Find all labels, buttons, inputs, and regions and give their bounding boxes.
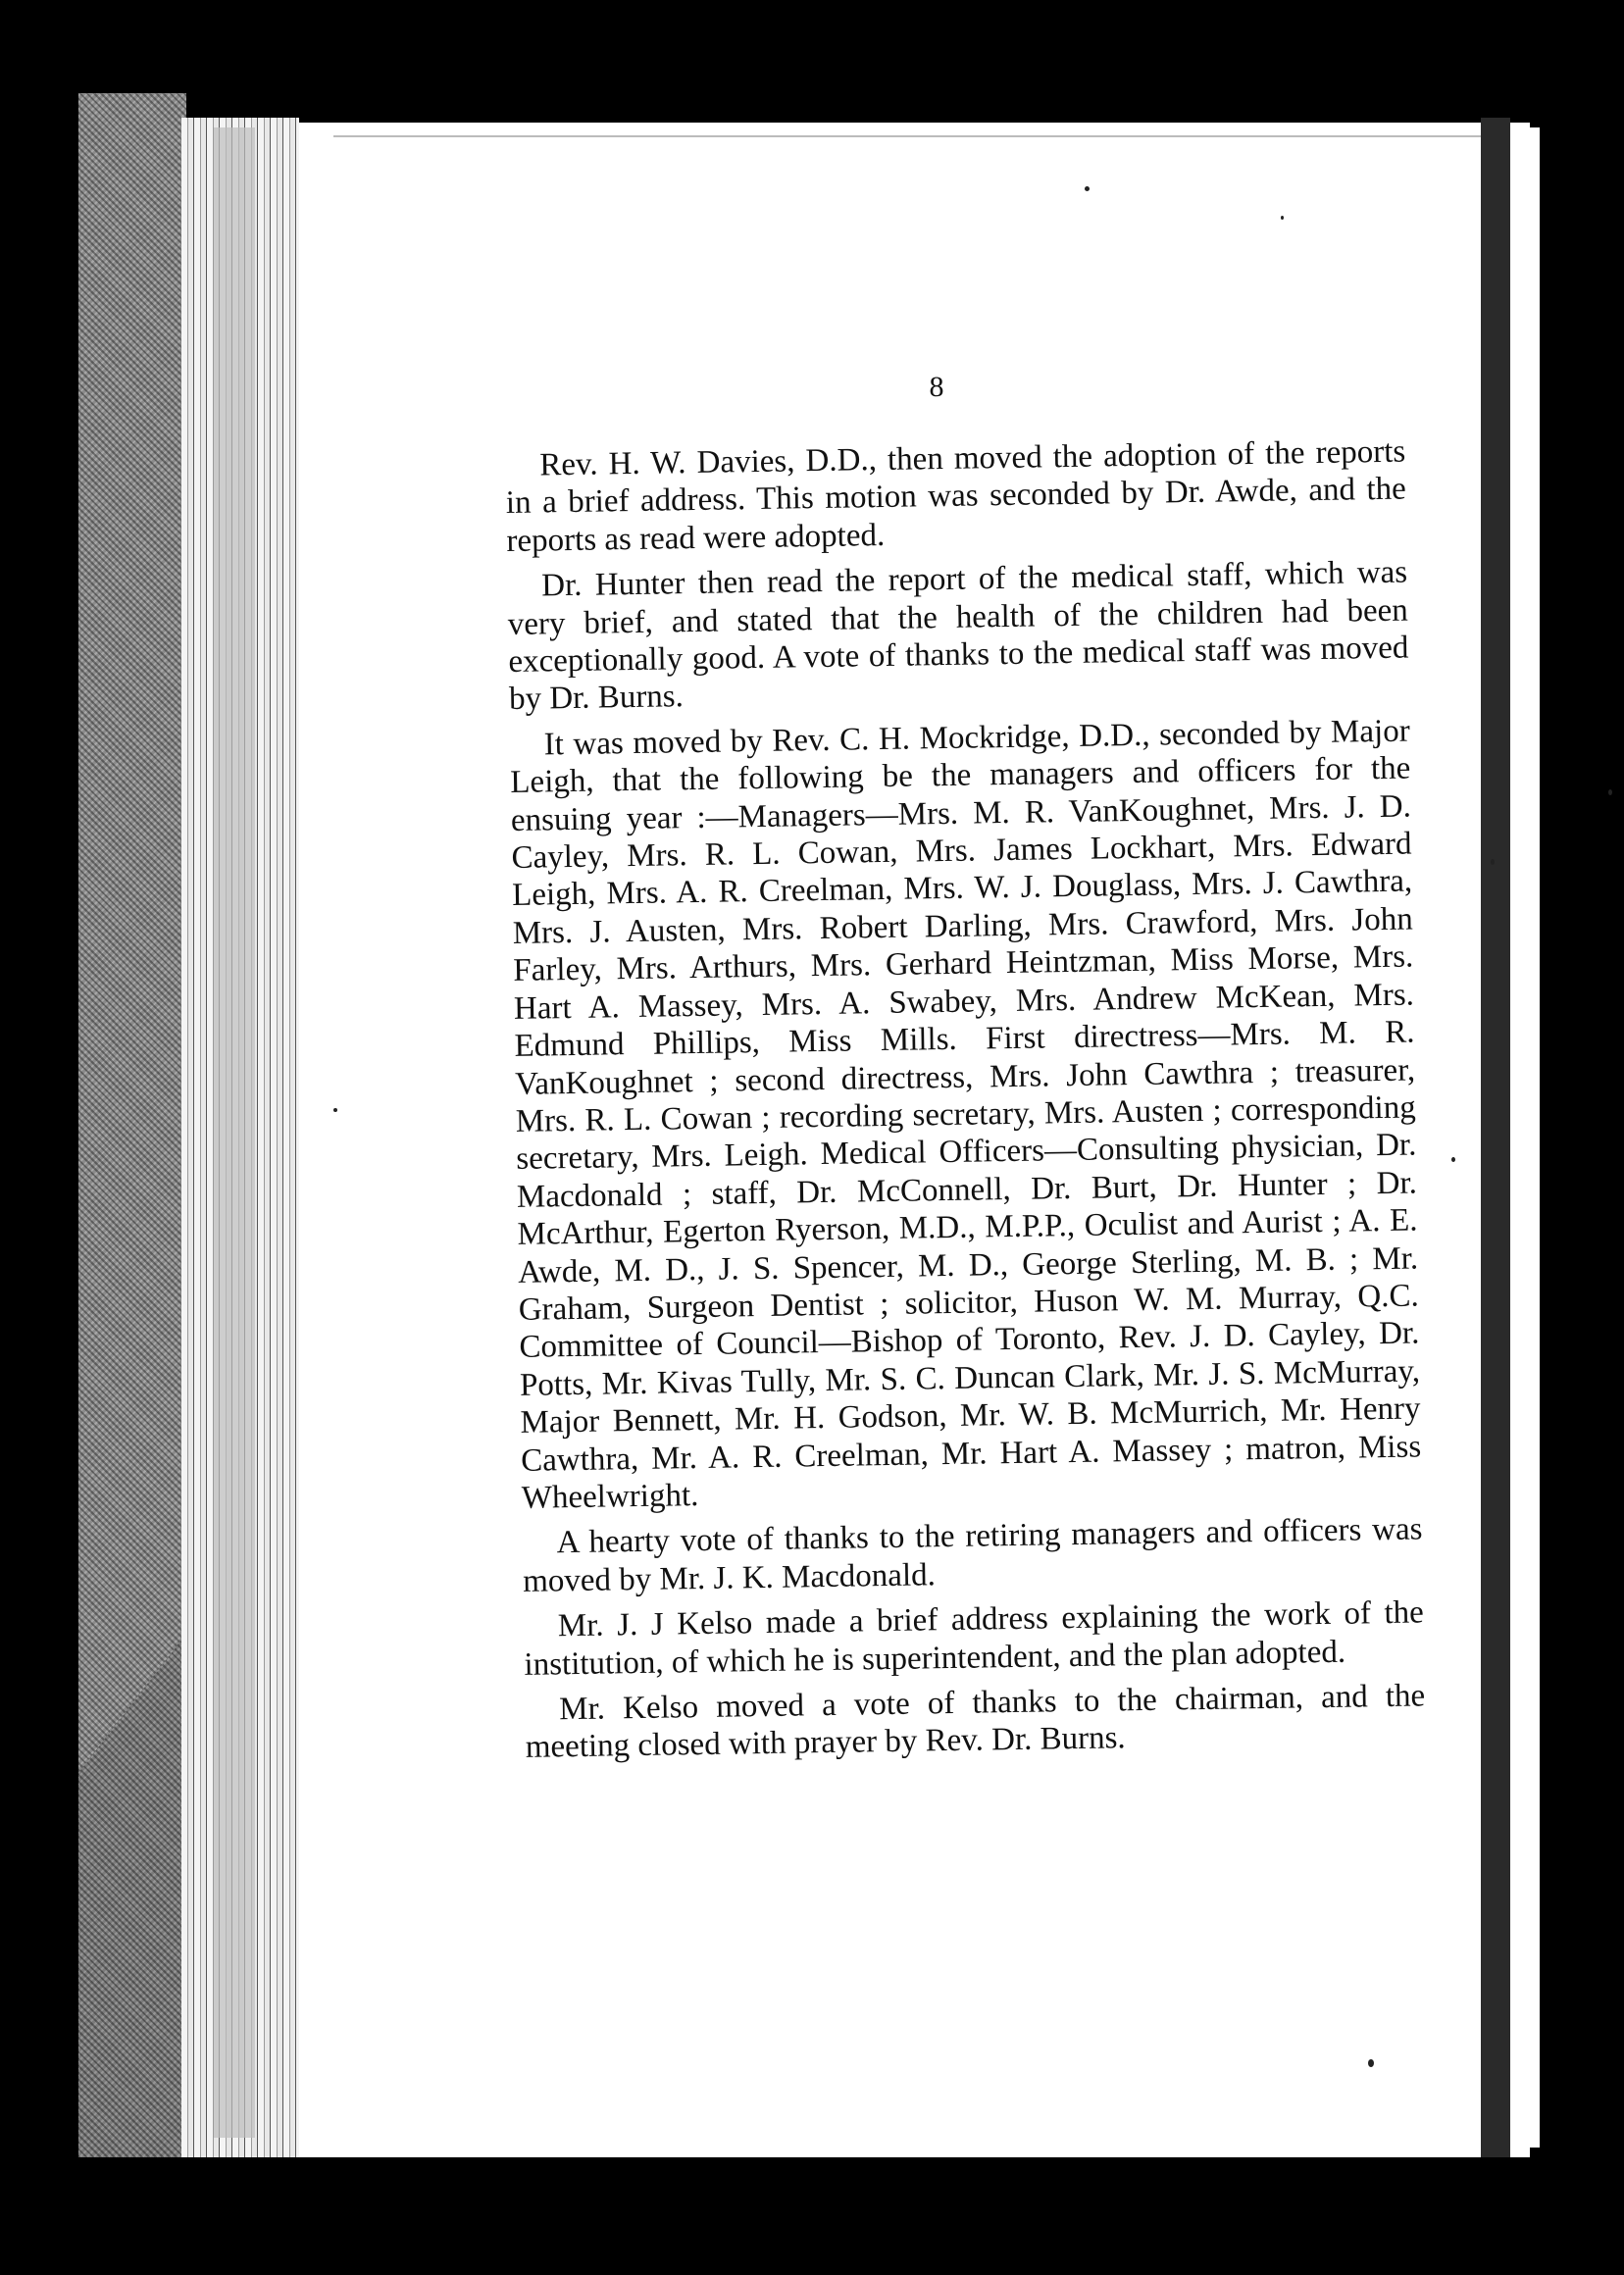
scan-speck (1608, 789, 1612, 795)
scan-speck (1281, 216, 1284, 220)
paragraph: Mr. J. J Kelso made a brief address explaining the work of the institution, of which he is superintendent, and the plan adopted. (524, 1594, 1425, 1683)
facing-page-edge (1510, 127, 1540, 2148)
scan-speck (1491, 859, 1495, 865)
page-body (505, 433, 1426, 1775)
paragraph: Dr. Hunter then read the report of the medical staff, which was very brief, and stated that the health of the children had been exceptionally good. A vote of thanks to the medical staff was moved by Dr. Burns. (507, 554, 1409, 718)
paragraph: It was moved by Rev. C. H. Mockridge, D.D., seconded by Major Leigh, that the following be the managers and officers for the ensuing year :—Managers—Mrs. M. R. VanKoughnet, Mrs. J. D. Cayley, Mrs. R. L. Cowan, Mrs. James Lockhart, Mrs. Edward Leigh, Mrs. A. R. Creelman, Mrs. W. J. Douglass, Mrs. J. Cawthra, Mrs. J. Austen, Mrs. Robert Darling, Mrs. Crawford, Mrs. John Farley, Mrs. Arthurs, Mrs. Gerhard Heintzman, Miss Morse, Mrs. Hart A. Massey, Mrs. A. Swabey, Mrs. Andrew McKean, Mrs. Edmund Phillips, Miss Mills. First directress—Mrs. M. R. VanKoughnet ; second directress, Mrs. John Cawthra ; treasurer, Mrs. R. L. Cowan ; recording secretary, Mrs. Austen ; corresponding secretary, Mrs. Leigh. Medical Officers—Consulting physician, Dr. Macdonald ; staff, Dr. McConnell, Dr. Burt, Dr. Hunter ; Dr. McArthur, Egerton Ryerson, M.D., M.P.P., Oculist and Aurist ; A. E. Awde, M. D., J. S. Spencer, M. D., George Sterling, M. B. ; Mr. Graham, Surgeon Dentist ; solicitor, Huson W. M. Murray, Q.C. Committee of Council—Bishop of Toronto, Rev. J. D. Cayley, Dr. Potts, Mr. Kivas Tully, Mr. S. C. Duncan Clark, Mr. J. S. McMurray, Major Bennett, Mr. H. Godson, Mr. W. B. McMurrich, Mr. Henry Cawthra, Mr. A. R. Creelman, Mr. Hart A. Massey ; matron, Miss Wheelwright. (510, 713, 1422, 1516)
scan-speck (333, 1108, 337, 1112)
paragraph: Rev. H. W. Davies, D.D., then moved the adoption of the reports in a brief address. This motion was seconded by Dr. Awde, and the reports as read were adopted. (505, 433, 1407, 559)
paragraph: A hearty vote of thanks to the retiring managers and officers was moved by Mr. J. K. Macdonald. (522, 1511, 1423, 1599)
paragraph: Mr. Kelso moved a vote of thanks to the chairman, and the meeting closed with prayer by Rev. Dr. Burns. (525, 1678, 1426, 1766)
page-number: 8 (929, 371, 944, 403)
page-edge-shadow (214, 127, 255, 2138)
right-page-gutter (1481, 118, 1510, 2157)
page-top-edge (333, 135, 1481, 137)
scan-speck (1368, 2059, 1374, 2067)
scan-speck (1451, 1157, 1455, 1162)
scan-speck (1085, 186, 1090, 191)
